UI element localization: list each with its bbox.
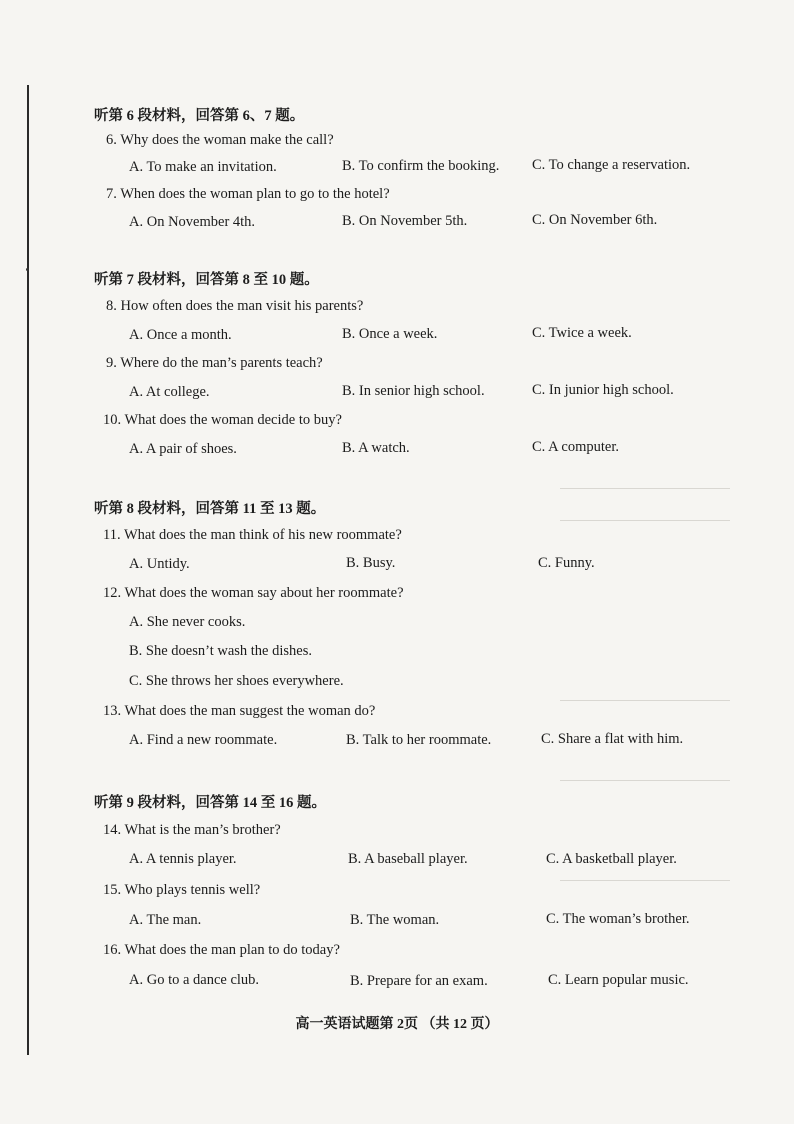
option-a: A. A pair of shoes. [129,441,237,457]
option-a: A. Find a new roommate. [129,732,278,748]
option-b: B. Talk to her roommate. [346,732,492,748]
option-c: C. To change a reservation. [532,157,691,173]
option-b: B. On November 5th. [342,213,468,229]
question-stem: 6. Why does the woman make the call? [106,132,334,148]
margin-dot [26,268,29,271]
question-stem: 10. What does the woman decide to buy? [103,412,342,428]
question-stem: 12. What does the woman say about her roommate? [103,585,404,601]
option-a: A. Untidy. [129,556,190,572]
option-b: B. A baseball player. [348,851,468,867]
question-stem: 14. What is the man’s brother? [103,822,281,838]
option-a: A. Go to a dance club. [129,972,260,988]
option-c: C. The woman’s brother. [546,911,690,927]
option-c: C. Funny. [538,555,595,571]
option-c: C. On November 6th. [532,212,658,228]
bleed-through-line [560,700,730,701]
option-a: A. Once a month. [129,327,232,343]
question-stem: 11. What does the man think of his new roommate? [103,527,402,543]
option-c: C. Share a flat with him. [541,731,684,747]
option-a: A. She never cooks. [129,614,246,630]
section-heading: 听第 9 段材料，回答第 14 至 16 题。 [94,795,326,811]
option-c: C. A computer. [532,439,619,455]
bleed-through-line [560,780,730,781]
option-b: B. Prepare for an exam. [350,973,488,989]
section-heading: 听第 8 段材料，回答第 11 至 13 题。 [94,501,326,517]
option-a: A. At college. [129,384,210,400]
option-c: C. Learn popular music. [548,972,689,988]
option-c: C. In junior high school. [532,382,674,398]
page-footer: 高一英语试题第 2页 （共 12 页） [295,1017,499,1032]
section-heading: 听第 6 段材料，回答第 6、7 题。 [94,108,305,124]
option-b: B. A watch. [342,440,410,456]
question-stem: 16. What does the man plan to do today? [103,942,340,958]
option-a: A. A tennis player. [129,851,237,867]
option-c: C. A basketball player. [546,851,677,867]
bleed-through-line [560,880,730,881]
margin-line [27,85,29,1055]
question-stem: 13. What does the man suggest the woman do? [103,703,376,719]
question-stem: 9. Where do the man’s parents teach? [106,355,323,371]
option-c: C. Twice a week. [532,325,632,341]
bleed-through-line [560,520,730,521]
option-a: A. To make an invitation. [129,159,277,175]
option-a: A. The man. [129,912,202,928]
option-b: B. Once a week. [342,326,438,342]
question-stem: 15. Who plays tennis well? [103,882,261,898]
option-b: B. She doesn’t wash the dishes. [129,643,312,659]
option-b: B. To confirm the booking. [342,158,500,174]
question-stem: 8. How often does the man visit his parents? [106,298,364,314]
option-b: B. The woman. [350,912,440,928]
option-c: C. She throws her shoes everywhere. [129,673,344,689]
bleed-through-line [560,488,730,489]
option-a: A. On November 4th. [129,214,256,230]
option-b: B. Busy. [346,555,396,571]
question-stem: 7. When does the woman plan to go to the hotel? [106,186,390,202]
option-b: B. In senior high school. [342,383,485,399]
section-heading: 听第 7 段材料，回答第 8 至 10 题。 [94,272,319,288]
